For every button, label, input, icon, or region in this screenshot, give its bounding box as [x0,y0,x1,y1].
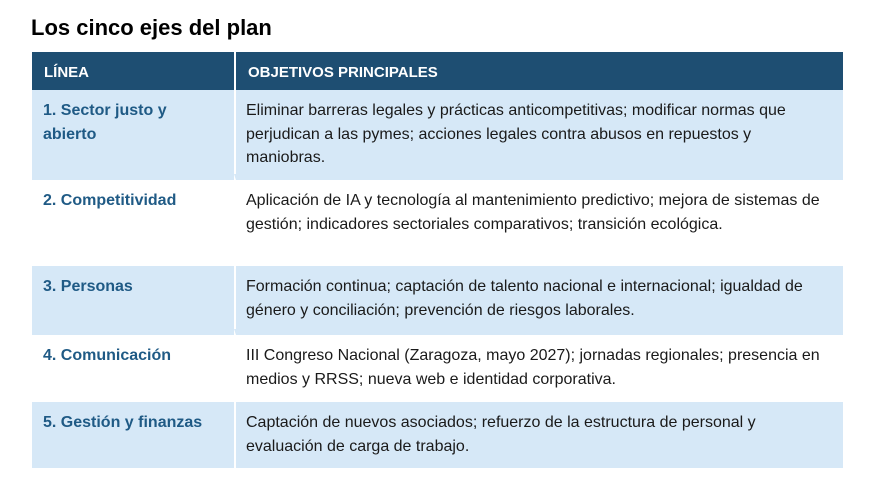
table-body [32,90,843,468]
line-cell: 4. Comunicación [32,329,234,399]
column-header-objectives: OBJETIVOS PRINCIPALES [234,52,843,90]
plan-axes-table [32,52,843,468]
line-cell: 2. Competitividad [32,174,234,263]
column-header-line: LÍNEA [32,52,234,90]
objectives-cell: Eliminar barreras legales y prácticas anticompetitivas; modificar normas que perjudican a las pymes; acciones legales contra abusos en repuestos y maniobras. [234,90,843,174]
page-title: Los cinco ejes del plan [31,15,272,40]
objectives-cell: III Congreso Nacional (Zaragoza, mayo 2027); jornadas regionales; presencia en medios y RRSS; nueva web e identidad corporativa. [234,329,843,399]
header-row [32,52,843,90]
objectives-cell: Formación continua; captación de talento nacional e internacional; igualdad de género y conciliación; prevención de riesgos laborales. [234,263,843,329]
line-cell: 3. Personas [32,263,234,329]
table-row [32,329,843,399]
line-cell: 5. Gestión y finanzas [32,399,234,468]
objectives-cell: Captación de nuevos asociados; refuerzo de la estructura de personal y evaluación de carga de trabajo. [234,399,843,468]
objectives-cell: Aplicación de IA y tecnología al mantenimiento predictivo; mejora de sistemas de gestión; indicadores sectoriales comparativos; transición ecológica. [234,174,843,263]
table-row [32,399,843,468]
table-header [32,52,843,90]
table-row [32,263,843,329]
line-cell: 1. Sector justo y abierto [32,90,234,174]
table-row [32,90,843,174]
table-row [32,174,843,263]
